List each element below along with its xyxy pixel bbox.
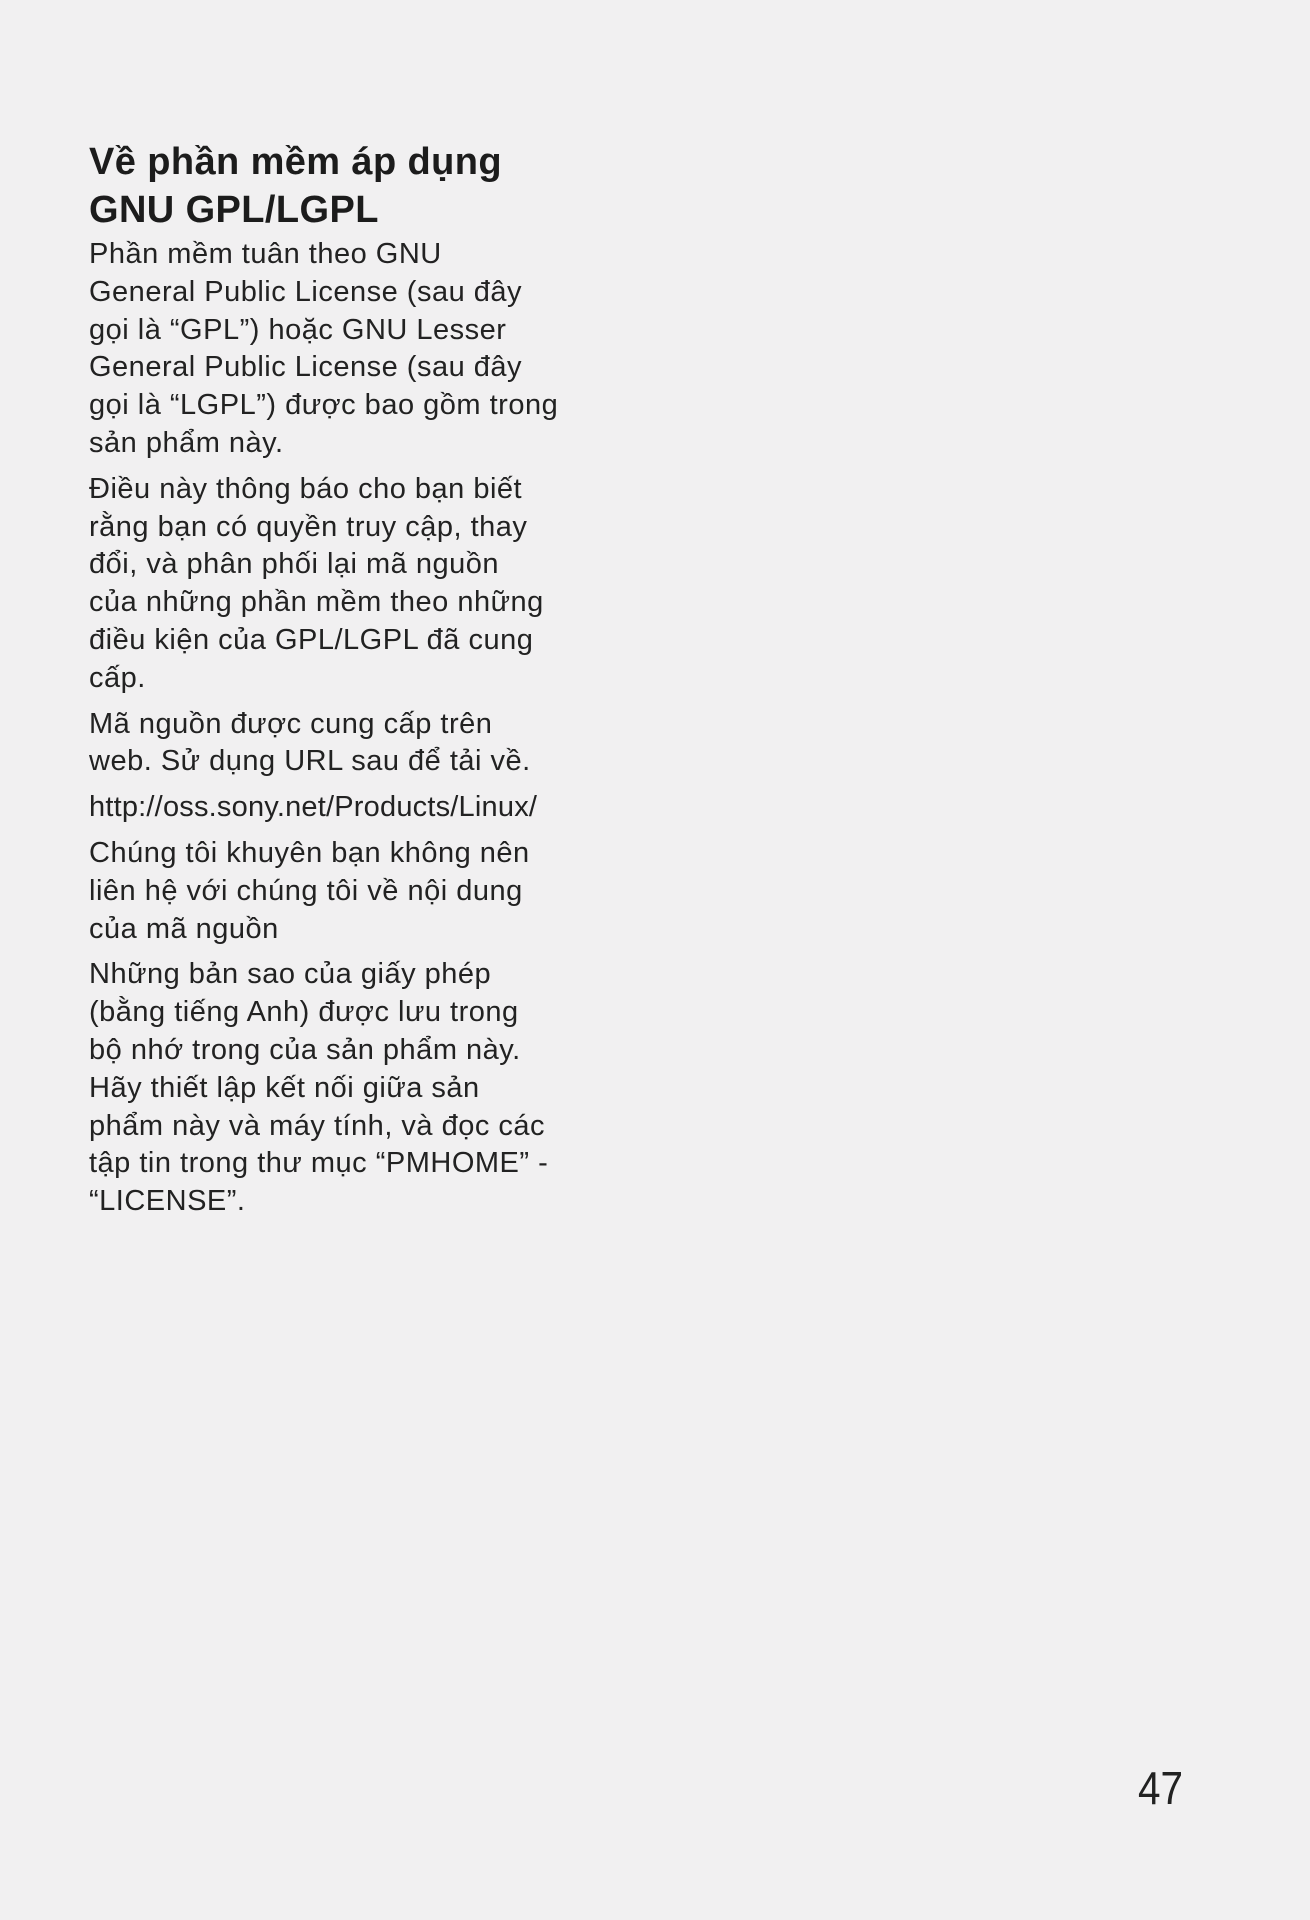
source-code-url [89,789,629,827]
section-title-line-2: GNU GPL/LGPL [89,189,379,231]
paragraph-source-download [89,706,629,782]
section-title [89,138,629,234]
text-line: Hãy thiết lập kết nối giữa sản [89,1071,480,1104]
text-line: rằng bạn có quyền truy cập, thay [89,510,528,543]
paragraph-rights-notice [89,471,629,698]
paragraph-contact-note [89,835,629,948]
text-line: của mã nguồn [89,912,279,945]
paragraph-license-copies [89,956,629,1221]
paragraph-gpl-intro [89,236,629,463]
text-line: cấp. [89,661,146,694]
url-text: http://oss.sony.net/Products/Linux/ [89,791,538,824]
text-line: sản phẩm này. [89,426,284,459]
text-line: điều kiện của GPL/LGPL đã cung [89,623,534,656]
text-line: Mã nguồn được cung cấp trên [89,707,493,740]
text-line: liên hệ với chúng tôi về nội dung [89,874,523,907]
text-line: (bằng tiếng Anh) được lưu trong [89,996,519,1029]
text-line: Chúng tôi khuyên bạn không nên [89,836,530,869]
text-line: Những bản sao của giấy phép [89,958,492,991]
text-line: gọi là “GPL”) hoặc GNU Lesser [89,313,507,346]
text-line: tập tin trong thư mục “PMHOME” - [89,1147,549,1180]
text-line: web. Sử dụng URL sau để tải về. [89,745,531,778]
page-number: 47 [1138,1762,1184,1814]
section-title-line-1: Về phần mềm áp dụng [89,141,502,183]
text-line: bộ nhớ trong của sản phẩm này. [89,1033,521,1066]
text-line: của những phần mềm theo những [89,586,544,619]
text-line: General Public License (sau đây [89,275,523,308]
text-line: General Public License (sau đây [89,351,523,384]
text-line: “LICENSE”. [89,1185,246,1218]
text-line: Phần mềm tuân theo GNU [89,238,442,270]
text-line: Điều này thông báo cho bạn biết [89,472,523,505]
text-line: phẩm này và máy tính, và đọc các [89,1109,546,1142]
text-line: đổi, và phân phối lại mã nguồn [89,548,500,581]
text-line: gọi là “LGPL”) được bao gồm trong [89,389,559,422]
gpl-lgpl-section [89,138,629,1229]
